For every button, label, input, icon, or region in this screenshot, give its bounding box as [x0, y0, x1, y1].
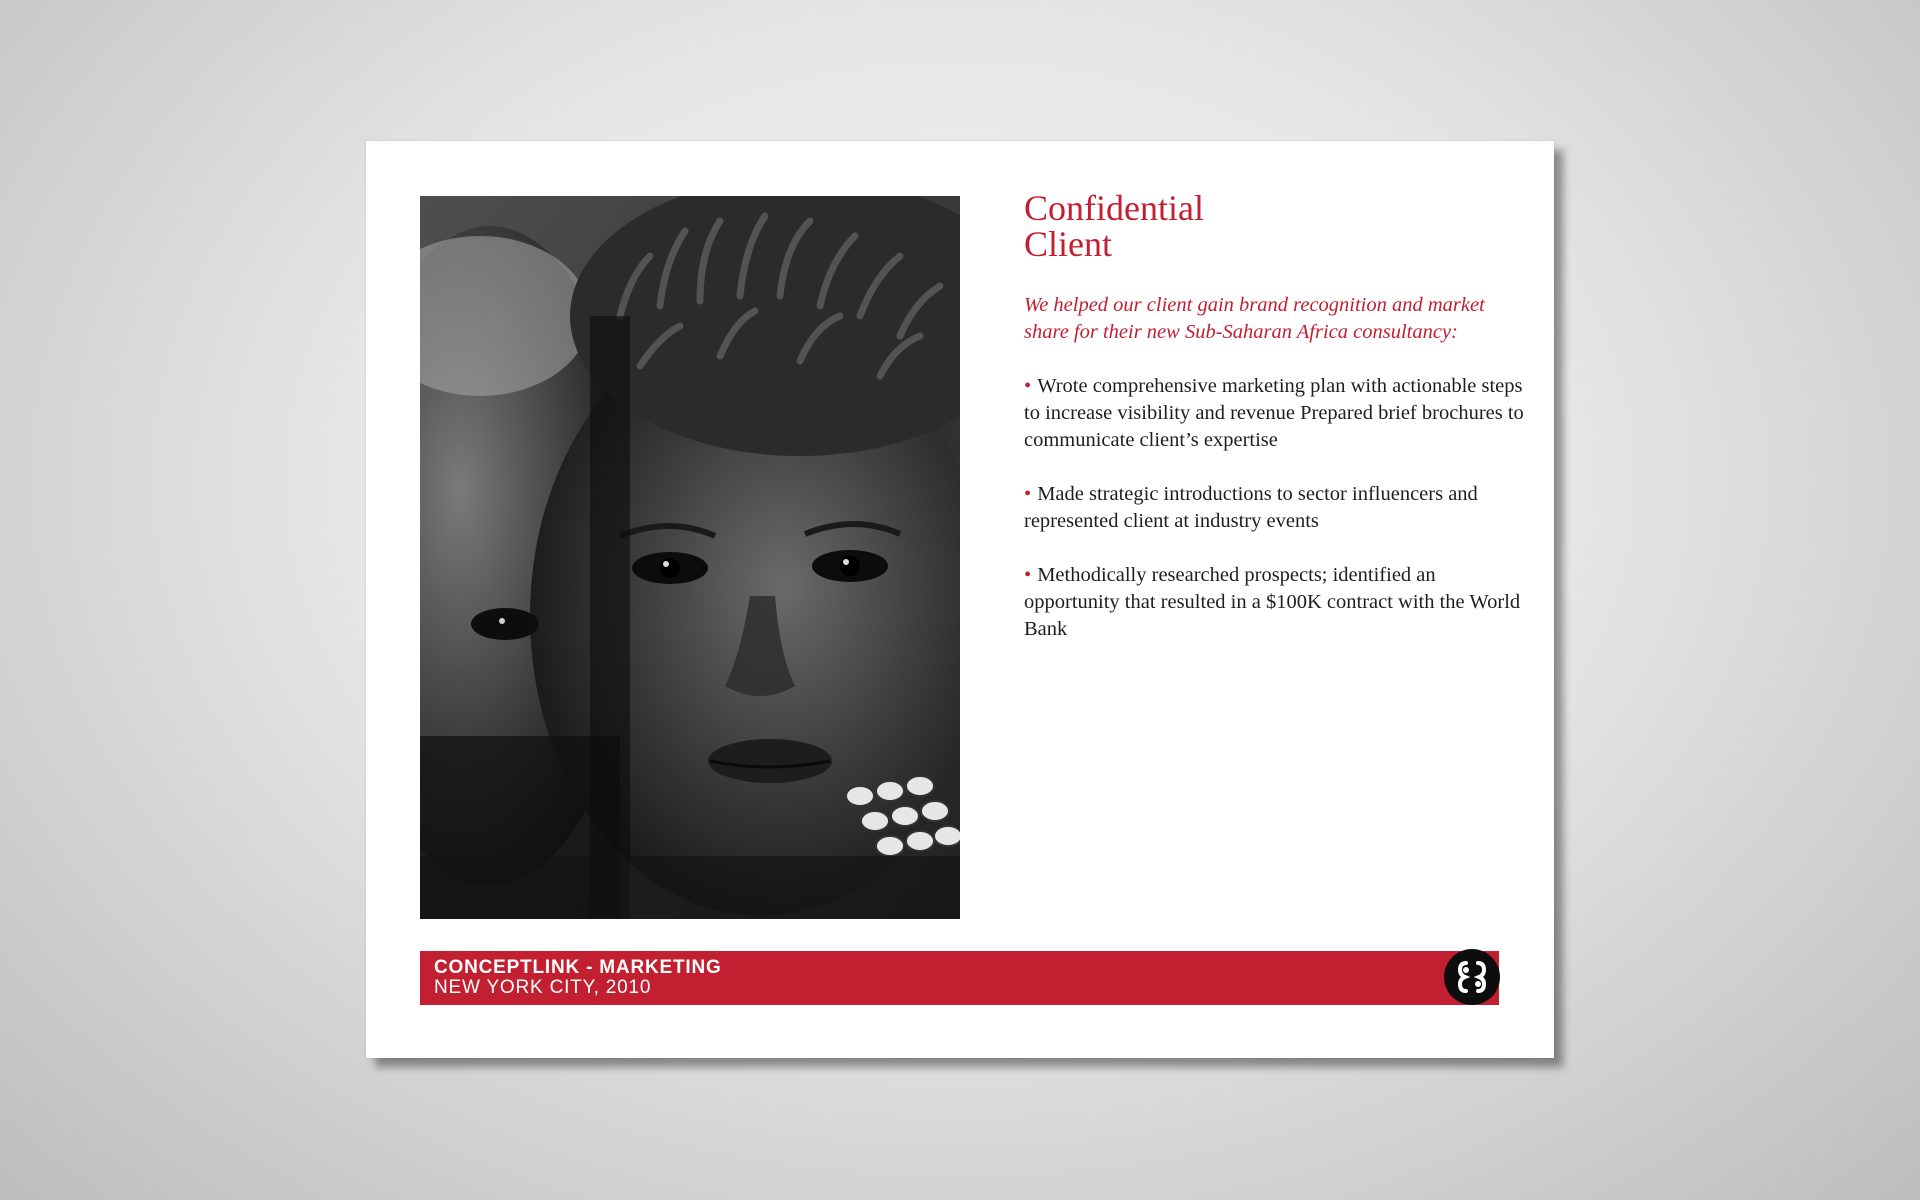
achievement-list — [1024, 373, 1524, 643]
conceptlink-logo-icon — [1444, 949, 1500, 1005]
portrait-photo — [420, 196, 960, 919]
footer-company: CONCEPTLINK - MARKETING — [434, 957, 722, 978]
case-study-text — [1024, 190, 1524, 670]
achievement-text: Wrote comprehensive marketing plan with actionable steps to increase visibility and revenue Prepared brief brochures to communicate client’s expertise — [1024, 375, 1524, 451]
intro-paragraph: We helped our client gain brand recognition and market share for their new Sub-Saharan Africa consultancy: — [1024, 294, 1485, 343]
achievement-item — [1024, 481, 1524, 535]
footer-location-year: NEW YORK CITY, 2010 — [434, 977, 652, 998]
bullet-dot: • — [1024, 375, 1032, 397]
case-study-title — [1024, 190, 1524, 262]
bullet-dot: • — [1024, 483, 1032, 505]
bullet-dot: • — [1024, 564, 1032, 586]
footer-bar — [420, 951, 1499, 1005]
portrait-photo-image — [420, 196, 960, 919]
achievement-text: Made strategic introductions to sector influencers and represented client at industry events — [1024, 483, 1478, 532]
title-line-1: Confidential — [1024, 188, 1204, 228]
achievement-item — [1024, 562, 1524, 643]
achievement-text: Methodically researched prospects; identified an opportunity that resulted in a $100K contract with the World Bank — [1024, 564, 1521, 640]
portfolio-card — [366, 141, 1554, 1058]
title-line-2: Client — [1024, 224, 1112, 264]
achievement-item — [1024, 373, 1524, 454]
